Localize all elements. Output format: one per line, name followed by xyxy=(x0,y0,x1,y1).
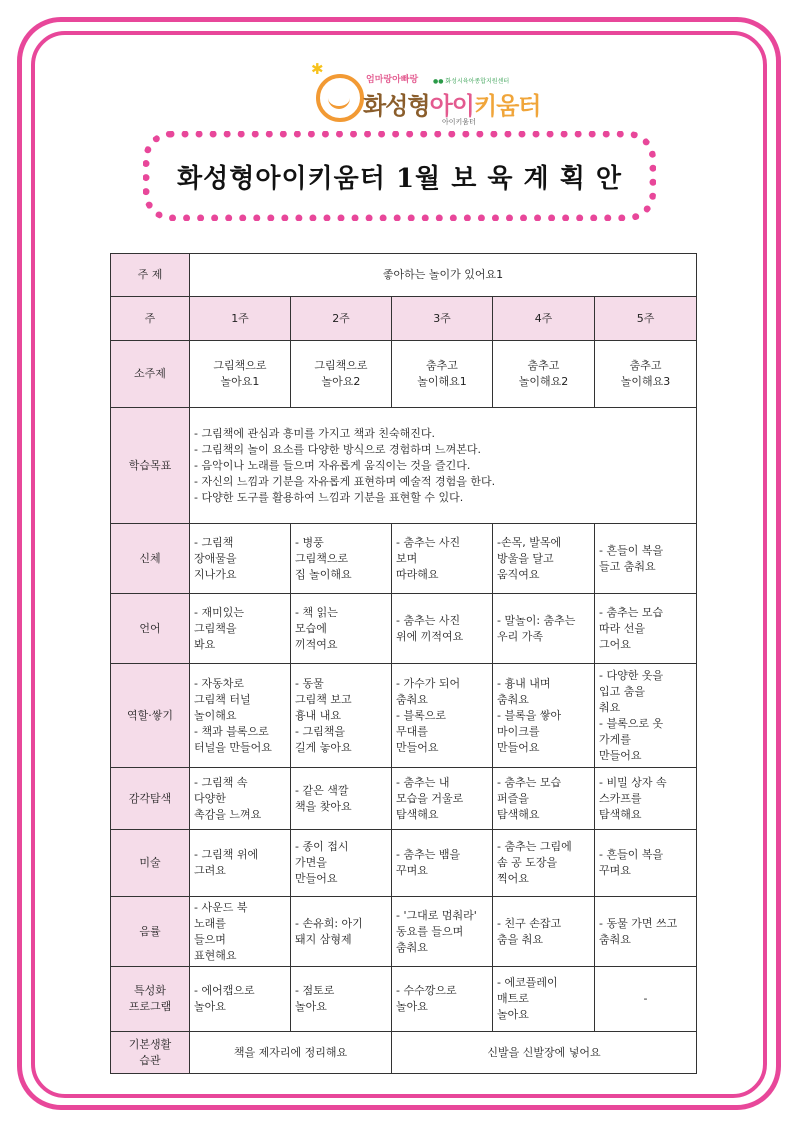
activity-cell: - 에코플레이 매트로 놀아요 xyxy=(493,967,595,1032)
activity-cell: - 친구 손잡고 춤을 춰요 xyxy=(493,897,595,967)
activity-label: 신체 xyxy=(111,524,190,594)
activity-cell: - 춤추는 모습 따라 선을 그어요 xyxy=(595,594,697,664)
goals-row xyxy=(111,408,697,524)
activity-cell: - 병풍 그림책으로 집 놀이해요 xyxy=(291,524,392,594)
activity-cell: - 재미있는 그림책을 봐요 xyxy=(190,594,291,664)
week-header: 5주 xyxy=(595,297,697,341)
activity-cell: - 그림책 속 다양한 촉감을 느껴요 xyxy=(190,768,291,830)
activity-cell: - 같은 색깔 책을 찾아요 xyxy=(291,768,392,830)
activity-row xyxy=(111,967,697,1032)
subtheme-cell: 춤추고 놀이해요1 xyxy=(392,341,493,408)
activity-cell: - 비밀 상자 속 스카프를 탐색해요 xyxy=(595,768,697,830)
activity-cell: - 춤추는 사진 보며 따라해요 xyxy=(392,524,493,594)
logo-tagline: 아이키움터 xyxy=(442,118,476,126)
week-header: 1주 xyxy=(190,297,291,341)
activity-row xyxy=(111,664,697,768)
activity-cell: - 손유희: 아기 돼지 삼형제 xyxy=(291,897,392,967)
subtheme-cell: 춤추고 놀이해요3 xyxy=(595,341,697,408)
activity-cell: - 동물 그림책 보고 흉내 내요 - 그림책을 길게 놓아요 xyxy=(291,664,392,768)
smile-face-icon xyxy=(316,74,364,122)
logo-main-b: 아이 xyxy=(429,92,474,120)
activity-row xyxy=(111,768,697,830)
activity-cell: - 자동차로 그림책 터널 놀이해요 - 책과 블록으로 터널을 만들어요 xyxy=(190,664,291,768)
logo-gov-text: ●● 화성시육아종합지원센터 xyxy=(433,78,510,85)
activity-label: 미술 xyxy=(111,830,190,897)
activity-cell: - 말놀이: 춤추는 우리 가족 xyxy=(493,594,595,664)
subtheme-cell: 춤추고 놀이해요2 xyxy=(493,341,595,408)
activity-cell: - xyxy=(595,967,697,1032)
activity-cell: - 점토로 놀아요 xyxy=(291,967,392,1032)
week-row xyxy=(111,297,697,341)
activity-cell: - 다양한 옷을 입고 춤을 춰요 - 블록으로 옷 가게를 만들어요 xyxy=(595,664,697,768)
activity-cell: - 그림책 위에 그려요 xyxy=(190,830,291,897)
title-box xyxy=(143,131,656,221)
star-icon: ✱ xyxy=(311,60,324,78)
logo-main-text xyxy=(363,86,541,121)
week-header: 4주 xyxy=(493,297,595,341)
activity-cell: - 춤추는 모습 퍼즐을 탐색해요 xyxy=(493,768,595,830)
goals-text: - 그림책에 관심과 흥미를 가지고 책과 친숙해진다. - 그림책의 놀이 요소를 다양한 방식으로 경험하며 느껴본다. - 음악이나 노래를 들으며 자유롭게 움직이는 것을 즐긴다. - 자신의 느낌과 기분을 자유롭게 표현하며 예술적 경험을 한다. - 다양한 도구를 활용하여 느낌과 기분을 표현할 수 있다. xyxy=(190,408,697,524)
activity-cell: - 춤추는 뱀을 꾸며요 xyxy=(392,830,493,897)
activity-row xyxy=(111,594,697,664)
logo-main-a: 화성형 xyxy=(363,92,430,120)
activity-label: 역할·쌓기 xyxy=(111,664,190,768)
logo-small-text: 엄마랑아빠랑 xyxy=(366,75,419,85)
activity-row xyxy=(111,897,697,967)
activity-cell: - 춤추는 내 모습을 거울로 탐색해요 xyxy=(392,768,493,830)
activity-row xyxy=(111,524,697,594)
activity-cell: - 동물 가면 쓰고 춤춰요 xyxy=(595,897,697,967)
habit-row xyxy=(111,1032,697,1074)
activity-label: 음률 xyxy=(111,897,190,967)
activity-cell: - 책 읽는 모습에 끼적여요 xyxy=(291,594,392,664)
theme-value: 좋아하는 놀이가 있어요1 xyxy=(190,254,697,297)
subtheme-row xyxy=(111,341,697,408)
week-label: 주 xyxy=(111,297,190,341)
activity-cell: - 종이 접시 가면을 만들어요 xyxy=(291,830,392,897)
subtheme-label: 소주제 xyxy=(111,341,190,408)
logo-main-c: 키움터 xyxy=(473,92,541,120)
subtheme-cell: 그림책으로 놀아요2 xyxy=(291,341,392,408)
goals-label: 학습목표 xyxy=(111,408,190,524)
activity-label: 감각탐색 xyxy=(111,768,190,830)
habit-cell: 신발을 신발장에 넣어요 xyxy=(392,1032,697,1074)
activity-cell: - 수수깡으로 놀아요 xyxy=(392,967,493,1032)
activity-cell: - 에어캡으로 놀아요 xyxy=(190,967,291,1032)
habit-label: 기본생활 습관 xyxy=(111,1032,190,1074)
activity-cell: - 흉내 내며 춤춰요 - 블록을 쌓아 마이크를 만들어요 xyxy=(493,664,595,768)
activity-cell: - 흔들이 복을 들고 춤춰요 xyxy=(595,524,697,594)
theme-row xyxy=(111,254,697,297)
week-header: 2주 xyxy=(291,297,392,341)
plan-table xyxy=(110,253,697,1074)
activity-cell: - 흔들이 복을 꾸며요 xyxy=(595,830,697,897)
activity-cell: - 그림책 장애물을 지나가요 xyxy=(190,524,291,594)
activity-cell: - 춤추는 그림에 솜 공 도장을 찍어요 xyxy=(493,830,595,897)
activity-cell: - 가수가 되어 춤춰요 - 블록으로 무대를 만들어요 xyxy=(392,664,493,768)
activity-label: 특성화 프로그램 xyxy=(111,967,190,1032)
activity-row xyxy=(111,830,697,897)
week-header: 3주 xyxy=(392,297,493,341)
page-title: 화성형아이키움터 1월 보 육 계 획 안 xyxy=(176,163,623,194)
logo xyxy=(310,60,541,134)
activity-cell: - 춤추는 사진 위에 끼적여요 xyxy=(392,594,493,664)
activity-cell: -손목, 발목에 방울을 달고 움직여요 xyxy=(493,524,595,594)
activity-label: 언어 xyxy=(111,594,190,664)
activity-cell: - '그대로 멈춰라' 동요를 들으며 춤춰요 xyxy=(392,897,493,967)
habit-cell: 책을 제자리에 정리해요 xyxy=(190,1032,392,1074)
subtheme-cell: 그림책으로 놀아요1 xyxy=(190,341,291,408)
activity-cell: - 사운드 북 노래를 들으며 표현해요 xyxy=(190,897,291,967)
theme-label: 주 제 xyxy=(111,254,190,297)
